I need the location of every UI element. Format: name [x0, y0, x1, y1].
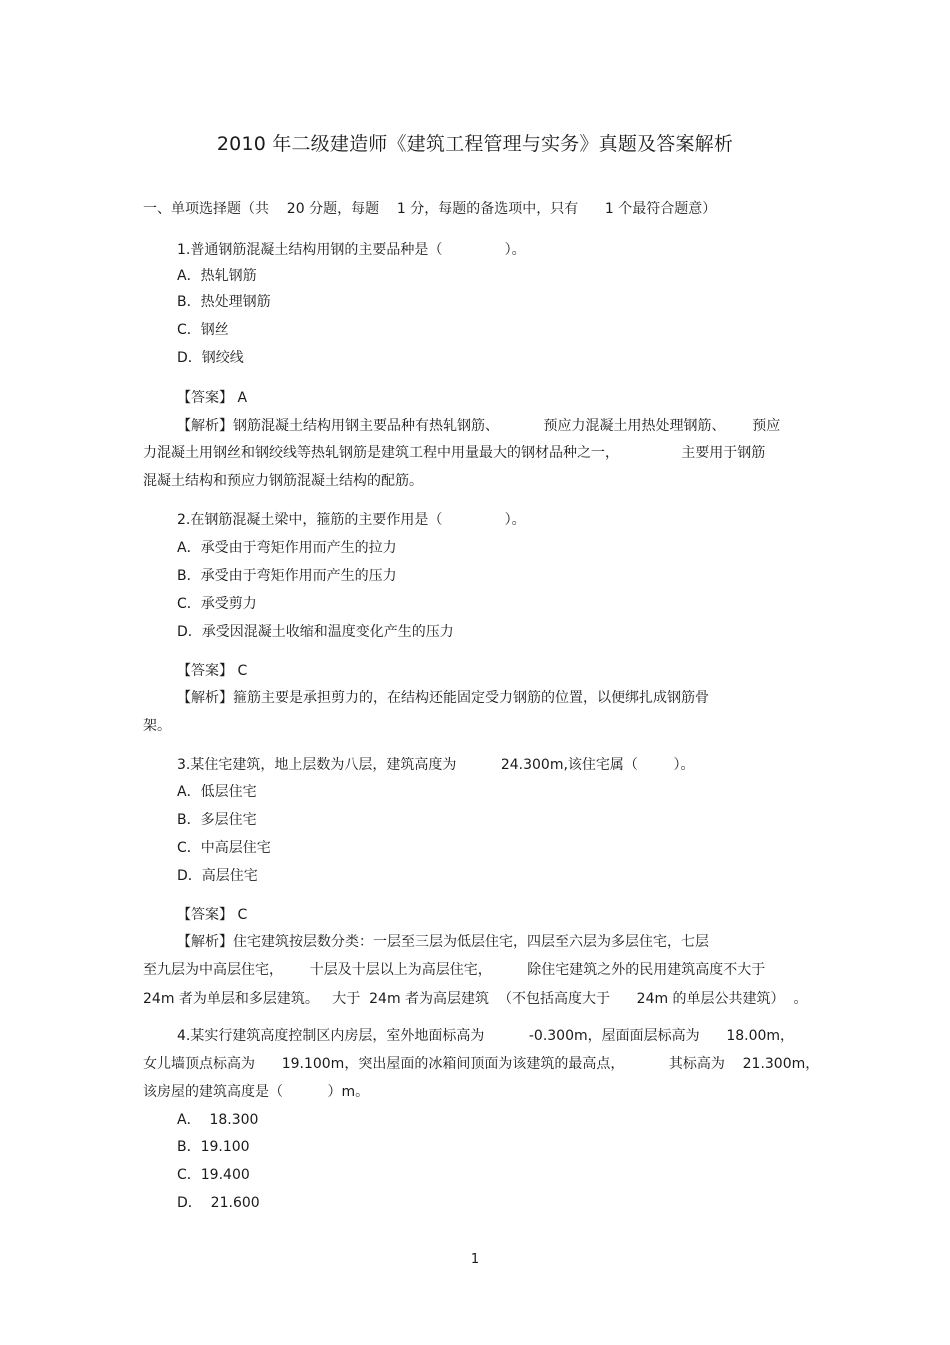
question-1-option-a: A．热轧钢筋 — [177, 268, 257, 284]
question-4-option-d: D． 21.600 — [177, 1195, 260, 1211]
question-3-option-a: A．低层住宅 — [177, 784, 257, 800]
question-3-analysis-line: 24m 者为单层和多层建筑。 大于 24m 者为高层建筑 （不包括高度大于 24m 的单层公共建筑） 。 — [143, 991, 808, 1007]
question-1-analysis-line: 混凝土结构和预应力钢筋混凝土结构的配筋。 — [143, 473, 423, 489]
question-4-stem-line: 女儿墙顶点标高为 19.100m，突出屋面的冰箱间顶面为该建筑的最高点， 其标高为 21.300m， — [143, 1056, 820, 1072]
question-1-option-c: C．钢丝 — [177, 322, 229, 338]
question-3-answer: 【答案】 C — [177, 907, 248, 923]
question-2-analysis-line: 【解析】箍筋主要是承担剪力的，在结构还能固定受力钢筋的位置，以便绑扎成钢筋骨 — [177, 690, 709, 706]
question-3-option-d: D．高层住宅 — [177, 868, 258, 884]
question-2-stem: 2.在钢筋混凝土梁中，箍筋的主要作用是（ ）。 — [177, 512, 526, 528]
question-1-stem: 1.普通钢筋混凝土结构用钢的主要品种是（ ）。 — [177, 242, 526, 258]
question-3-analysis-line: 【解析】住宅建筑按层数分类：一层至三层为低层住宅，四层至六层为多层住宅，七层 — [177, 934, 709, 950]
question-1-option-b: B．热处理钢筋 — [177, 294, 271, 310]
question-2-option-c: C．承受剪力 — [177, 596, 257, 612]
question-2-option-b: B．承受由于弯矩作用而产生的压力 — [177, 568, 397, 584]
question-2-answer: 【答案】 C — [177, 663, 248, 679]
question-4-option-b: B．19.100 — [177, 1139, 250, 1155]
question-4-stem-line: 该房屋的建筑高度是（ ）m。 — [143, 1084, 370, 1100]
question-4-option-a: A． 18.300 — [177, 1112, 259, 1128]
question-4-option-c: C．19.400 — [177, 1167, 250, 1183]
question-1-answer: 【答案】 A — [177, 390, 248, 406]
question-1-analysis-line: 【解析】钢筋混凝土结构用钢主要品种有热轧钢筋、 预应力混凝土用热处理钢筋、 预应 — [177, 418, 781, 434]
question-3-stem: 3.某住宅建筑，地上层数为八层，建筑高度为 24.300m,该住宅属（ ）。 — [177, 757, 695, 773]
question-2-analysis-line: 架。 — [143, 718, 171, 734]
question-3-analysis-line: 至九层为中高层住宅， 十层及十层以上为高层住宅， 除住宅建筑之外的民用建筑高度不大于 — [143, 962, 766, 978]
question-4-stem-line: 4.某实行建筑高度控制区内房层，室外地面标高为 -0.300m，屋面面层标高为 18.00m， — [177, 1028, 795, 1044]
question-1-analysis-line: 力混凝土用钢丝和钢绞线等热轧钢筋是建筑工程中用量最大的钢材品种之一， 主要用于钢筋 — [143, 445, 766, 461]
document-title: 2010 年二级建造师《建筑工程管理与实务》真题及答案解析 — [216, 133, 734, 155]
question-2-option-d: D．承受因混凝土收缩和温度变化产生的压力 — [177, 624, 454, 640]
page-number: 1 — [470, 1252, 480, 1267]
question-3-option-b: B．多层住宅 — [177, 812, 257, 828]
question-3-option-c: C．中高层住宅 — [177, 840, 271, 856]
section-heading: 一、单项选择题（共 20 分题，每题 1 分，每题的备选项中，只有 1 个最符合题意） — [143, 201, 717, 217]
question-1-option-d: D．钢绞线 — [177, 350, 244, 366]
question-2-option-a: A．承受由于弯矩作用而产生的拉力 — [177, 540, 397, 556]
